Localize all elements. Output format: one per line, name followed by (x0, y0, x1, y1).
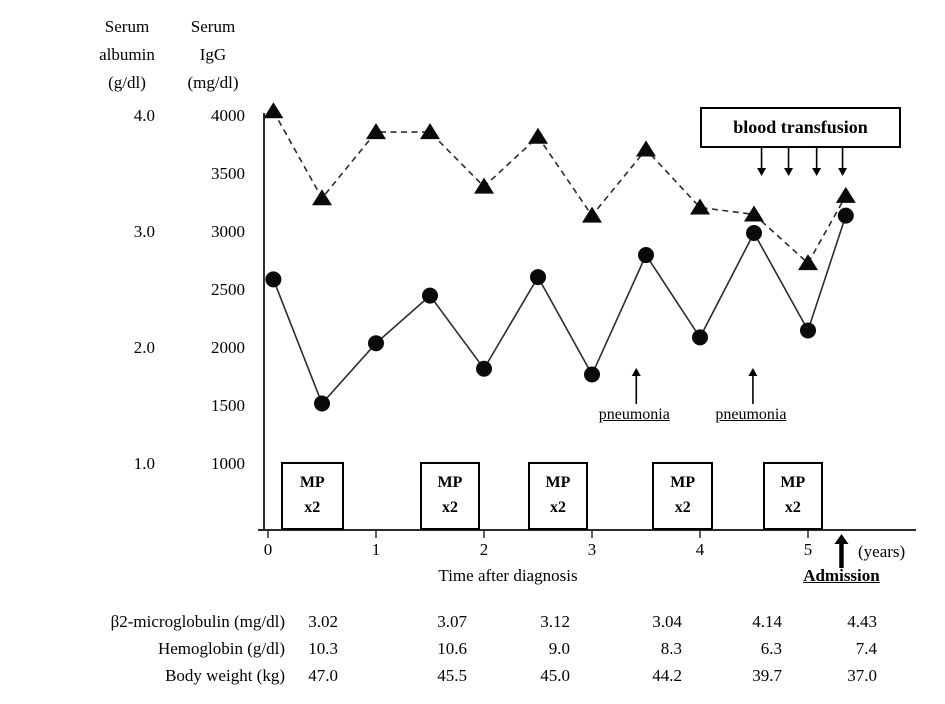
albumin-axis-title-line3: (g/dl) (108, 73, 146, 92)
x-axis-label: Time after diagnosis (438, 566, 578, 585)
albumin-tick-label: 3.0 (133, 222, 155, 241)
pneumonia-label: pneumonia (715, 406, 787, 423)
x-tick-label: 5 (803, 540, 813, 559)
table-cell: 10.6 (437, 639, 467, 658)
table-cell: 10.3 (308, 639, 338, 658)
mp-box-line1: MP (670, 474, 696, 491)
table-cell: 45.0 (540, 666, 570, 685)
albumin-axis-title-line1: Serum (104, 17, 150, 36)
table-row-label-bw: Body weight (kg) (165, 666, 285, 685)
table-cell: 3.02 (308, 612, 338, 631)
igg-tick-label: 2500 (211, 280, 245, 299)
mp-box-line1: MP (780, 474, 806, 491)
mp-treatment-box (281, 462, 344, 530)
albumin-tick-label: 1.0 (133, 454, 155, 473)
mp-box-line2: x2 (304, 499, 321, 516)
mp-box-line1: MP (437, 474, 463, 491)
igg-tick-label: 3000 (211, 222, 245, 241)
blood-transfusion-label: blood transfusion (700, 107, 901, 148)
table-cell: 47.0 (308, 666, 338, 685)
igg-series (265, 208, 853, 412)
table-cell: 8.3 (660, 639, 682, 658)
mp-box-line2: x2 (549, 499, 566, 516)
mp-box-line2: x2 (784, 499, 801, 516)
mp-box-line1: MP (545, 474, 571, 491)
table-cell: 3.12 (540, 612, 570, 631)
igg-tick-label: 2000 (211, 338, 245, 357)
table-row-label-hgb: Hemoglobin (g/dl) (157, 639, 285, 658)
albumin-tick-label: 2.0 (133, 338, 155, 357)
x-tick-label: 4 (695, 540, 705, 559)
table-cell: 39.7 (752, 666, 782, 685)
x-tick-label: 2 (479, 540, 489, 559)
table-cell: 3.07 (437, 612, 467, 631)
igg-tick-label: 4000 (211, 106, 245, 125)
table-cell: 45.5 (437, 666, 467, 685)
igg-tick-label: 1500 (211, 396, 245, 415)
blood-transfusion-arrows (757, 148, 847, 176)
table-row-label-b2m: β2-microglobulin (mg/dl) (110, 612, 285, 631)
mp-box-line2: x2 (674, 499, 691, 516)
table-cell: 7.4 (855, 639, 877, 658)
mp-box-line2: x2 (441, 499, 458, 516)
table-cell: 3.04 (652, 612, 682, 631)
x-tick-label: 0 (263, 540, 273, 559)
mp-treatment-box (528, 462, 587, 530)
igg-tick-label: 1000 (211, 454, 245, 473)
x-tick-label: 3 (587, 540, 597, 559)
admission-label: Admission (803, 566, 880, 585)
x-tick-label: 1 (371, 540, 381, 559)
mp-box-line1: MP (299, 474, 325, 491)
admission-arrow (834, 534, 848, 568)
table-cell: 4.43 (847, 612, 877, 631)
pneumonia-arrows (632, 368, 758, 404)
igg-axis-title-line2: IgG (199, 45, 227, 64)
mp-treatment-box (652, 462, 712, 530)
albumin-axis-title-line2: albumin (99, 45, 155, 64)
igg-axis-title-line3: (mg/dl) (187, 73, 239, 92)
x-axis-unit-label: (years) (858, 542, 906, 561)
igg-tick-label: 3500 (211, 164, 245, 183)
igg-axis-title-line1: Serum (190, 17, 236, 36)
table-cell: 37.0 (847, 666, 877, 685)
mp-treatment-box (763, 462, 823, 530)
table-cell: 9.0 (548, 639, 570, 658)
mp-treatment-box (420, 462, 479, 530)
table-cell: 4.14 (752, 612, 782, 631)
table-cell: 44.2 (652, 666, 682, 685)
pneumonia-label: pneumonia (598, 406, 670, 423)
albumin-tick-label: 4.0 (133, 106, 155, 125)
table-cell: 6.3 (760, 639, 782, 658)
